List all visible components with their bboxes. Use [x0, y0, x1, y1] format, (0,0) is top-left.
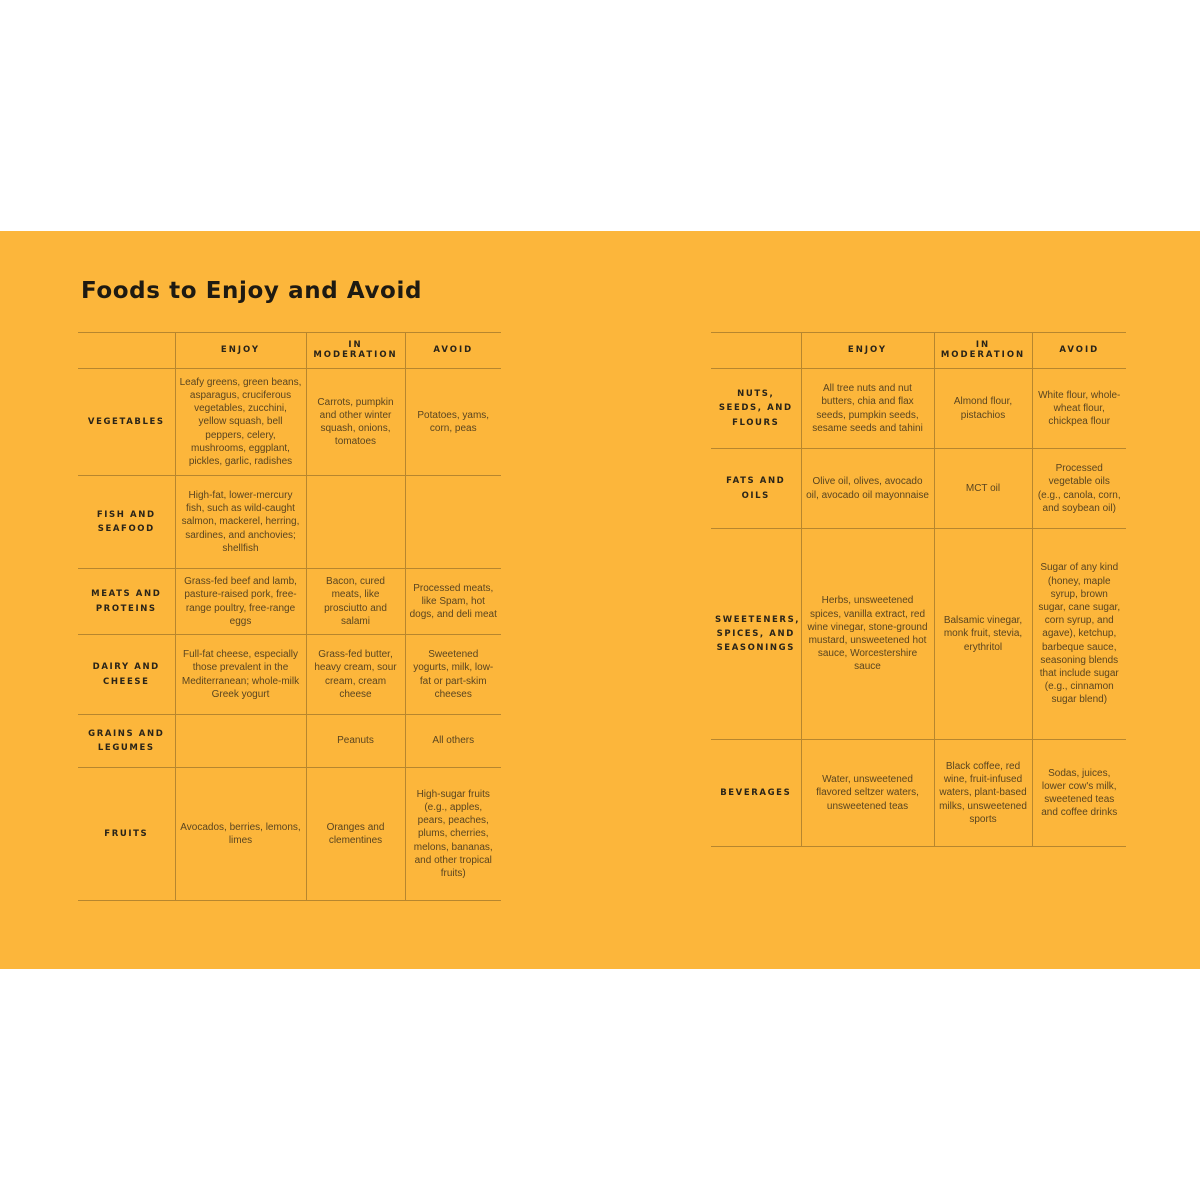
enjoy-cell: Grass-fed beef and lamb, pasture-raised pork, free-range poultry, free-range eggs: [175, 569, 306, 635]
enjoy-cell: [175, 715, 306, 768]
avoid-cell: Sodas, juices, lower cow's milk, sweetened teas and coffee drinks: [1032, 740, 1126, 847]
avoid-cell: All others: [405, 715, 501, 768]
row-header: BEVERAGES: [711, 740, 801, 847]
avoid-cell: Processed vegetable oils (e.g., canola, corn, and soybean oil): [1032, 449, 1126, 529]
header-row: [78, 333, 501, 369]
header-row: [711, 333, 1126, 369]
avoid-cell: Processed meats, like Spam, hot dogs, and deli meat: [405, 569, 501, 635]
row-header: FATS AND OILS: [711, 449, 801, 529]
row-header: FRUITS: [78, 768, 175, 901]
table-row: [78, 768, 501, 901]
row-header: VEGETABLES: [78, 369, 175, 476]
column-header-moderation: IN MODERATION: [934, 333, 1032, 369]
table-row: [711, 740, 1126, 847]
moderation-cell: Grass-fed butter, heavy cream, sour cream, cream cheese: [306, 635, 405, 715]
table-row: [78, 715, 501, 768]
row-header: SWEETENERS, SPICES, AND SEASONINGS: [711, 529, 801, 740]
column-header-avoid: AVOID: [405, 333, 501, 369]
table-row: [78, 476, 501, 569]
row-header: GRAINS AND LEGUMES: [78, 715, 175, 768]
row-header: FISH AND SEAFOOD: [78, 476, 175, 569]
moderation-cell: Carrots, pumpkin and other winter squash, onions, tomatoes: [306, 369, 405, 476]
table-row: [78, 369, 501, 476]
enjoy-cell: Leafy greens, green beans, asparagus, cruciferous vegetables, zucchini, yellow squash, bell peppers, celery, mushrooms, eggplant, pickles, garlic, radishes: [175, 369, 306, 476]
page-title: Foods to Enjoy and Avoid: [81, 278, 423, 304]
avoid-cell: [405, 476, 501, 569]
avoid-cell: Sugar of any kind (honey, maple syrup, brown sugar, cane sugar, corn syrup, and agave), ketchup, barbeque sauce, seasoning blends that include sugar (e.g., cinnamon sugar blend): [1032, 529, 1126, 740]
row-header: MEATS AND PROTEINS: [78, 569, 175, 635]
moderation-cell: Peanuts: [306, 715, 405, 768]
enjoy-cell: Herbs, unsweetened spices, vanilla extract, red wine vinegar, stone-ground mustard, unsweetened hot sauce, Worcestershire sauce: [801, 529, 934, 740]
table-row: [711, 369, 1126, 449]
moderation-cell: Balsamic vinegar, monk fruit, stevia, erythritol: [934, 529, 1032, 740]
enjoy-cell: High-fat, lower-mercury fish, such as wild-caught salmon, mackerel, herring, sardines, and anchovies; shellfish: [175, 476, 306, 569]
avoid-cell: White flour, whole-wheat flour, chickpea flour: [1032, 369, 1126, 449]
enjoy-cell: Full-fat cheese, especially those prevalent in the Mediterranean; whole-milk Greek yogurt: [175, 635, 306, 715]
avoid-cell: Potatoes, yams, corn, peas: [405, 369, 501, 476]
row-header: NUTS, SEEDS, AND FLOURS: [711, 369, 801, 449]
row-header: DAIRY AND CHEESE: [78, 635, 175, 715]
corner-cell: [711, 333, 801, 369]
enjoy-cell: All tree nuts and nut butters, chia and flax seeds, pumpkin seeds, sesame seeds and tahini: [801, 369, 934, 449]
avoid-cell: Sweetened yogurts, milk, low-fat or part-skim cheeses: [405, 635, 501, 715]
column-header-enjoy: ENJOY: [175, 333, 306, 369]
food-table-left: [78, 332, 501, 901]
table-row: [78, 635, 501, 715]
table-row: [711, 449, 1126, 529]
enjoy-cell: Avocados, berries, lemons, limes: [175, 768, 306, 901]
table-row: [78, 569, 501, 635]
moderation-cell: Bacon, cured meats, like prosciutto and salami: [306, 569, 405, 635]
moderation-cell: Oranges and clementines: [306, 768, 405, 901]
moderation-cell: MCT oil: [934, 449, 1032, 529]
food-table-right: [711, 332, 1126, 847]
moderation-cell: [306, 476, 405, 569]
moderation-cell: Almond flour, pistachios: [934, 369, 1032, 449]
column-header-avoid: AVOID: [1032, 333, 1126, 369]
column-header-moderation: IN MODERATION: [306, 333, 405, 369]
corner-cell: [78, 333, 175, 369]
column-header-enjoy: ENJOY: [801, 333, 934, 369]
table-row: [711, 529, 1126, 740]
enjoy-cell: Water, unsweetened flavored seltzer waters, unsweetened teas: [801, 740, 934, 847]
moderation-cell: Black coffee, red wine, fruit-infused waters, plant-based milks, unsweetened sports: [934, 740, 1032, 847]
enjoy-cell: Olive oil, olives, avocado oil, avocado oil mayonnaise: [801, 449, 934, 529]
avoid-cell: High-sugar fruits (e.g., apples, pears, peaches, plums, cherries, melons, bananas, and other tropical fruits): [405, 768, 501, 901]
